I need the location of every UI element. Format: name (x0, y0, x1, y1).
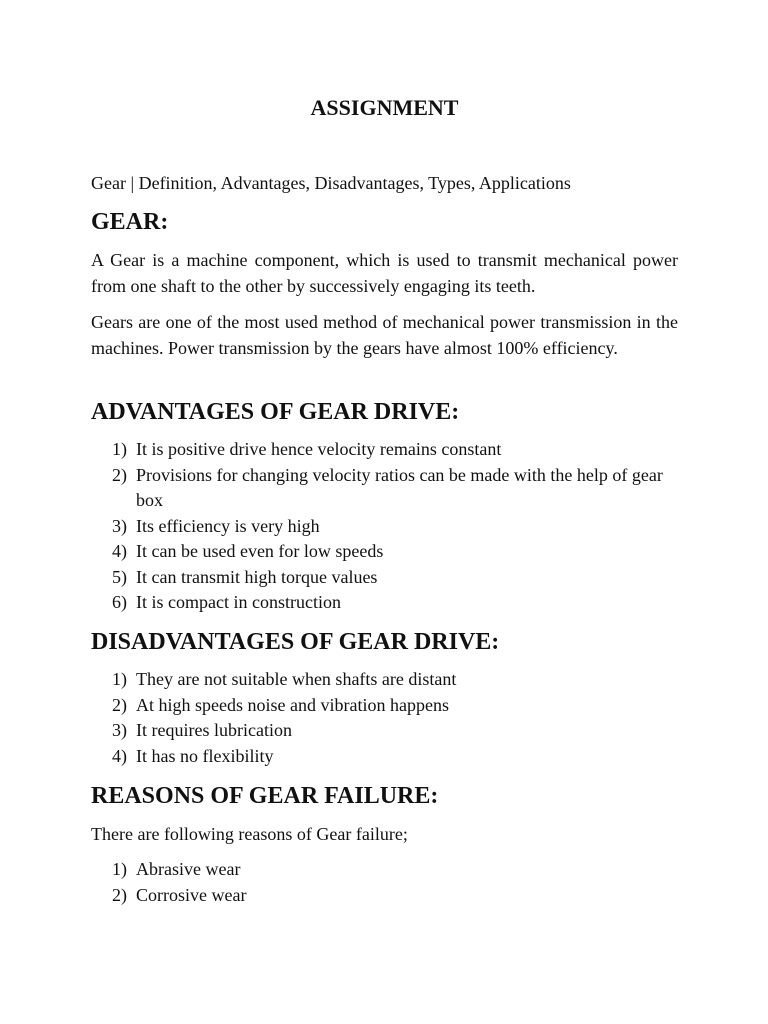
list-item-text: It requires lubrication (136, 720, 292, 740)
list-item-number: 2) (112, 694, 127, 715)
list-item-text: At high speeds noise and vibration happens (136, 694, 449, 715)
list-item-text: It is positive drive hence velocity remains constant (136, 439, 502, 459)
list-item (112, 539, 678, 565)
list-item (112, 463, 678, 514)
document-title: ASSIGNMENT (310, 95, 459, 120)
list-item-text: Its efficiency is very high (136, 515, 320, 536)
disadvantages-list (112, 667, 678, 769)
list-item-text: Abrasive wear (136, 859, 241, 879)
section-heading-failure: REASONS OF GEAR FAILURE: (91, 783, 439, 809)
list-item (112, 744, 678, 770)
advantages-list (112, 437, 678, 616)
list-item-number: 6) (112, 592, 127, 612)
list-item-number: 3) (112, 720, 127, 740)
list-item-number: 4) (112, 745, 127, 766)
section-heading-gear: GEAR: (91, 209, 169, 235)
list-item (112, 565, 678, 591)
gear-paragraph-1: A Gear is a machine component, which is used to transmit mechanical power from one shaft to the other by successively engaging its teeth. (91, 250, 678, 296)
list-item-number: 1) (112, 439, 127, 459)
list-item-text: They are not suitable when shafts are distant (136, 669, 457, 689)
list-item (112, 718, 678, 744)
list-item-text: It is compact in construction (136, 592, 341, 612)
list-item (112, 857, 678, 883)
failure-list (112, 857, 678, 908)
list-item-number: 2) (112, 464, 127, 485)
list-item-text: Corrosive wear (136, 884, 247, 905)
list-item (112, 514, 678, 540)
failure-intro: There are following reasons of Gear failure; (91, 824, 408, 844)
list-item-number: 1) (112, 859, 127, 879)
list-item-number: 4) (112, 541, 127, 561)
document-subtitle: Gear | Definition, Advantages, Disadvantages, Types, Applications (91, 173, 571, 193)
list-item (112, 590, 678, 616)
section-heading-advantages: ADVANTAGES OF GEAR DRIVE: (91, 399, 460, 425)
list-item (112, 883, 678, 909)
list-item (112, 693, 678, 719)
list-item-number: 1) (112, 669, 127, 689)
list-item-text: It can be used even for low speeds (136, 541, 384, 561)
list-item-text: It has no flexibility (136, 745, 274, 766)
list-item (112, 667, 678, 693)
list-item-number: 5) (112, 566, 127, 587)
list-item-text: It can transmit high torque values (136, 566, 378, 587)
gear-paragraph-2: Gears are one of the most used method of mechanical power transmission in the machines. Power transmission by the gears have almost 100% efficiency. (91, 312, 678, 358)
list-item-text: Provisions for changing velocity ratios can be made with the help of gear box (136, 464, 663, 510)
list-item-number: 3) (112, 515, 127, 536)
section-heading-disadvantages: DISADVANTAGES OF GEAR DRIVE: (91, 629, 500, 655)
list-item-number: 2) (112, 884, 127, 905)
list-item (112, 437, 678, 463)
